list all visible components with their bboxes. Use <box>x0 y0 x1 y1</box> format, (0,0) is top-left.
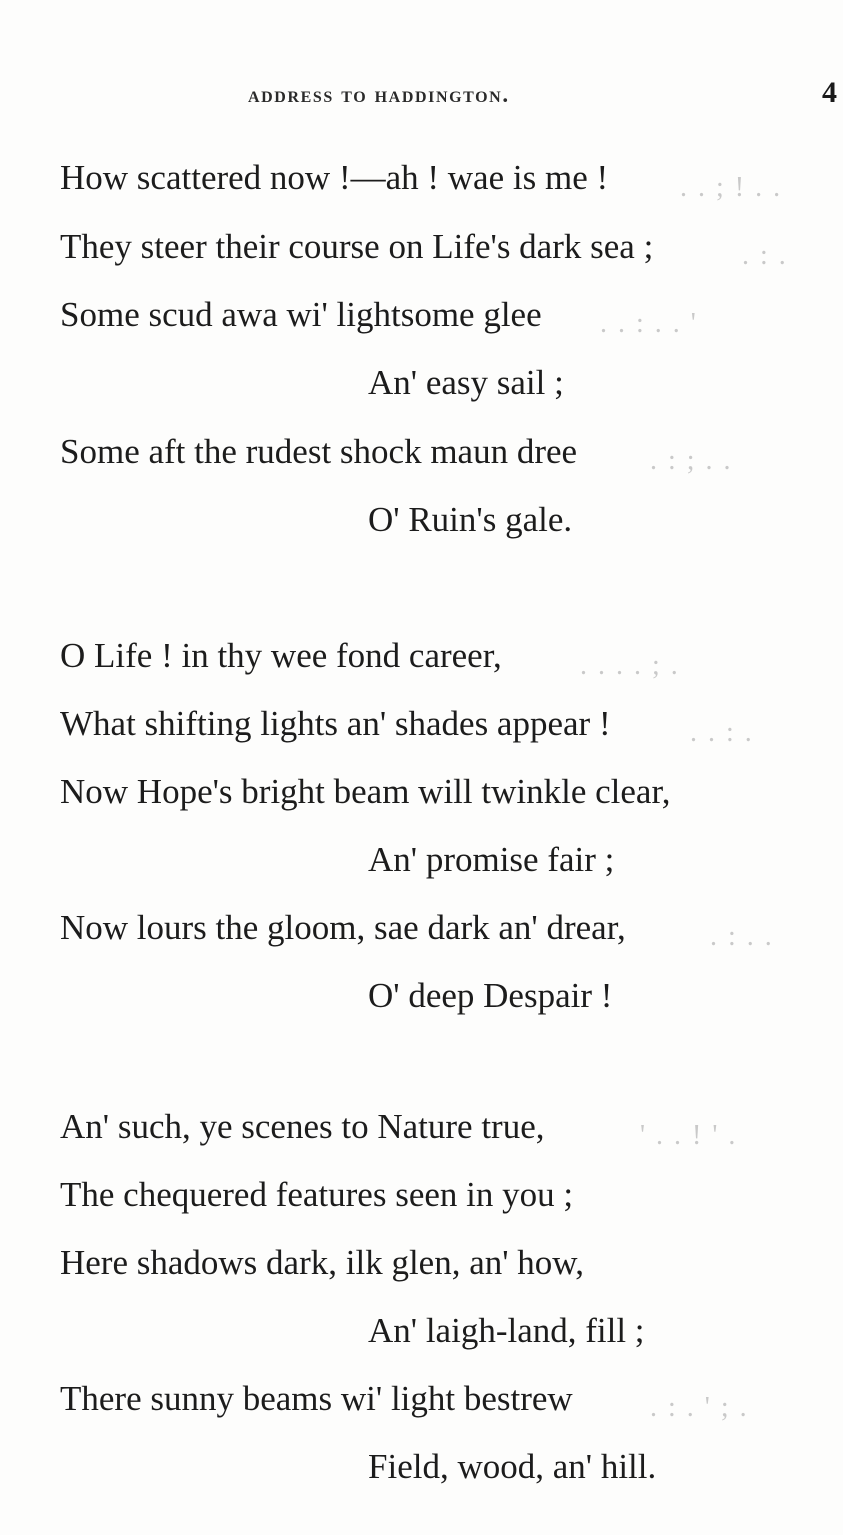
show-through-smudge: . : . . <box>710 921 774 952</box>
stanza-3-line-2: The chequered features seen in you ; <box>60 1175 574 1214</box>
stanza-2-line-5: Now lours the gloom, sae dark an' drear, <box>60 908 626 947</box>
stanza-3-line-1: An' such, ye scenes to Nature true, <box>60 1107 545 1146</box>
show-through-smudge: . : . ' ; . <box>650 1392 749 1423</box>
show-through-smudge: . . . . ; . <box>580 650 680 681</box>
stanza-1-line-5: Some aft the rudest shock maun dree <box>60 432 578 471</box>
stanza-3-line-6: Field, wood, an' hill. <box>368 1447 657 1486</box>
stanza-2-line-1: O Life ! in thy wee fond career, <box>60 636 502 675</box>
stanza-2-line-6: O' deep Despair ! <box>368 976 613 1015</box>
stanza-1-line-2: They steer their course on Life's dark sea ; <box>60 227 654 266</box>
running-title: address to haddington. <box>248 82 510 107</box>
stanza-2-line-4: An' promise fair ; <box>368 840 615 879</box>
show-through-smudge: ' . . ! ' . <box>640 1120 738 1151</box>
show-through-smudge: . : ; . . <box>650 445 733 476</box>
show-through-smudge: . : . <box>742 240 788 271</box>
show-through-smudge: . . ; ! . . <box>680 172 783 203</box>
stanza-3-line-4: An' laigh-land, fill ; <box>368 1311 645 1350</box>
show-through-smudge: . . : . <box>690 717 754 748</box>
stanza-1-line-1: How scattered now !—ah ! wae is me ! <box>60 158 609 197</box>
show-through-smudge: . . : . . ' <box>600 308 698 339</box>
stanza-1-line-6: O' Ruin's gale. <box>368 500 573 539</box>
stanza-2-line-2: What shifting lights an' shades appear ! <box>60 704 611 743</box>
stanza-1-line-4: An' easy sail ; <box>368 363 564 402</box>
stanza-3-line-5: There sunny beams wi' light bestrew <box>60 1379 573 1418</box>
stanza-3-line-3: Here shadows dark, ilk glen, an' how, <box>60 1243 585 1282</box>
stanza-2-line-3: Now Hope's bright beam will twinkle clear, <box>60 772 671 811</box>
page-number: 4 <box>822 76 837 109</box>
stanza-1-line-3: Some scud awa wi' lightsome glee <box>60 295 542 334</box>
